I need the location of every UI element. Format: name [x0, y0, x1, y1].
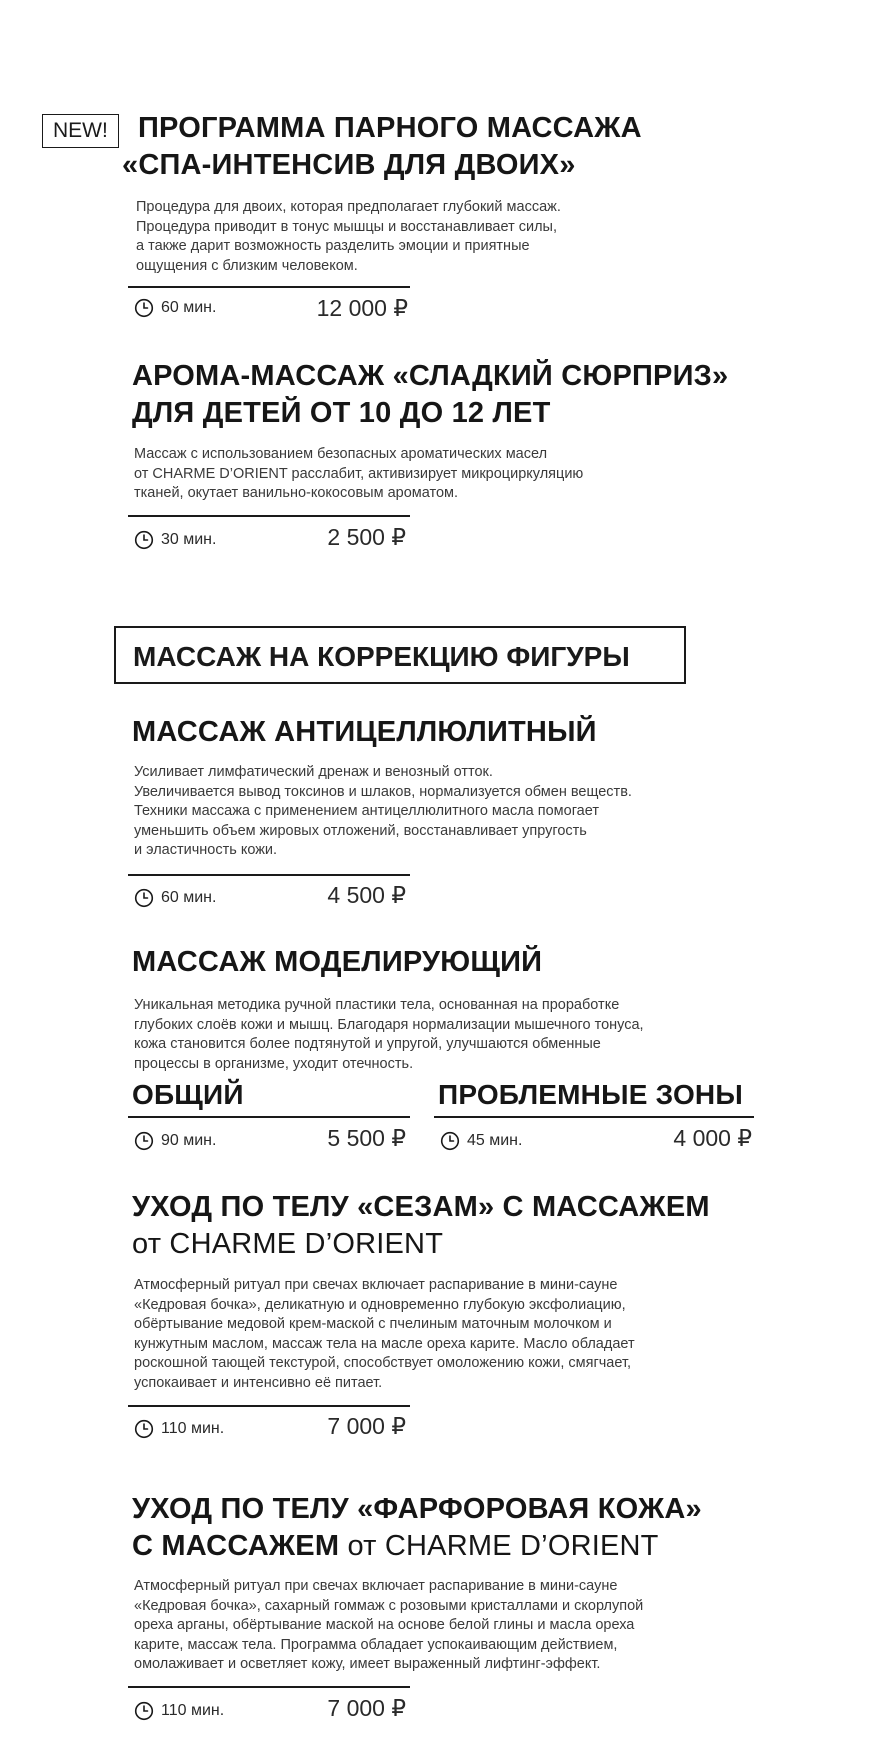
item-title-brand: от CHARME D’ORIENT [132, 1228, 444, 1260]
divider [128, 1405, 410, 1407]
item-title: УХОД ПО ТЕЛУ «СЕЗАМ» С МАССАЖЕМ [132, 1191, 710, 1223]
price: 12 000 ₽ [316, 295, 408, 321]
price: 5 500 ₽ [327, 1125, 406, 1151]
divider [128, 874, 410, 876]
price: 4 000 ₽ [673, 1125, 752, 1151]
duration: 60 мин. [134, 888, 216, 908]
duration: 110 мин. [134, 1419, 224, 1439]
item-title-line: ПРОГРАММА ПАРНОГО МАССАЖА [138, 112, 642, 144]
item-title-line: «СПА-ИНТЕНСИВ ДЛЯ ДВОИХ» [122, 149, 576, 181]
item-description: Уникальная методика ручной пластики тела, основанная на проработке глубоких слоёв кожи и мышц. Благодаря нормализации мышечного тонуса, кожа становится более подтянутой и упругой, улучшаются обменные процессы в организме, уходит отечность. [134, 997, 644, 1072]
item-description: Усиливает лимфатический дренаж и венозный отток. Увеличивается вывод токсинов и шлаков, нормализуется обмен веществ. Техники массажа с применением антицеллюлитного масла помогает уменьшить объем жировых отложений, восстанавливает упругость и эластичность кожи. [134, 764, 632, 859]
clock-icon [134, 888, 154, 908]
price: 7 000 ₽ [327, 1413, 406, 1439]
price: 2 500 ₽ [327, 524, 406, 550]
clock-icon [440, 1131, 460, 1151]
item-description: Атмосферный ритуал при свечах включает распаривание в мини-сауне «Кедровая бочка», сахарный гоммаж с розовыми кристаллами и скорлупой ореха арганы, обёртывание маской на основе белой глины и масла ореха карите, массаж тела. Программа обладает успокаивающим действием, омолаживает и осветляет кожу, имеет выраженный лифтинг-эффект. [134, 1578, 644, 1673]
clock-icon [134, 530, 154, 550]
divider [128, 1116, 410, 1118]
clock-icon [134, 1419, 154, 1439]
item-description: Процедура для двоих, которая предполагает глубокий массаж. Процедура приводит в тонус мышцы и восстанавливает силы, а также дарит возможность разделить эмоции и приятные ощущения с близким человеком. [136, 199, 561, 274]
item-title-line: С МАССАЖЕМ от CHARME D’ORIENT [132, 1530, 659, 1562]
price: 7 000 ₽ [327, 1695, 406, 1721]
divider [128, 1686, 410, 1688]
divider [128, 286, 410, 288]
variant-title: ПРОБЛЕМНЫЕ ЗОНЫ [438, 1079, 743, 1110]
duration: 45 мин. [440, 1131, 522, 1151]
item-description: Атмосферный ритуал при свечах включает распаривание в мини-сауне «Кедровая бочка», деликатную и одновременно глубокую эксфолиацию, обёртывание медовой крем-маской с пчелиным маточным молочком и кунжутным маслом, массаж тела на масле ореха карите. Масло обладает роскошной тающей текстурой, способствует омоложению кожи, смягчает, успокаивает и интенсивно её питает. [134, 1277, 635, 1391]
item-title-line: ДЛЯ ДЕТЕЙ ОТ 10 ДО 12 ЛЕТ [132, 397, 551, 429]
duration: 30 мин. [134, 530, 216, 550]
item-title-line: АРОМА-МАССАЖ «СЛАДКИЙ СЮРПРИЗ» [132, 360, 729, 392]
section-heading: МАССАЖ НА КОРРЕКЦИЮ ФИГУРЫ [133, 641, 630, 672]
divider [434, 1116, 754, 1118]
duration: 90 мин. [134, 1131, 216, 1151]
duration: 110 мин. [134, 1701, 224, 1721]
item-title: МАССАЖ МОДЕЛИРУЮЩИЙ [132, 946, 543, 978]
item-title: УХОД ПО ТЕЛУ «ФАРФОРОВАЯ КОЖА» [132, 1493, 702, 1525]
price: 4 500 ₽ [327, 882, 406, 908]
item-description: Массаж с использованием безопасных ароматических масел от CHARME D’ORIENT расслабит, активизирует микроциркуляцию тканей, окутает ванильно-кокосовым ароматом. [134, 446, 584, 502]
clock-icon [134, 298, 154, 318]
clock-icon [134, 1701, 154, 1721]
section-heading-box [114, 626, 686, 684]
duration: 60 мин. [134, 298, 216, 318]
clock-icon [134, 1131, 154, 1151]
variant-title: ОБЩИЙ [132, 1079, 244, 1110]
item-title: МАССАЖ АНТИЦЕЛЛЮЛИТНЫЙ [132, 716, 597, 748]
new-badge: NEW! [42, 114, 119, 148]
divider [128, 515, 410, 517]
